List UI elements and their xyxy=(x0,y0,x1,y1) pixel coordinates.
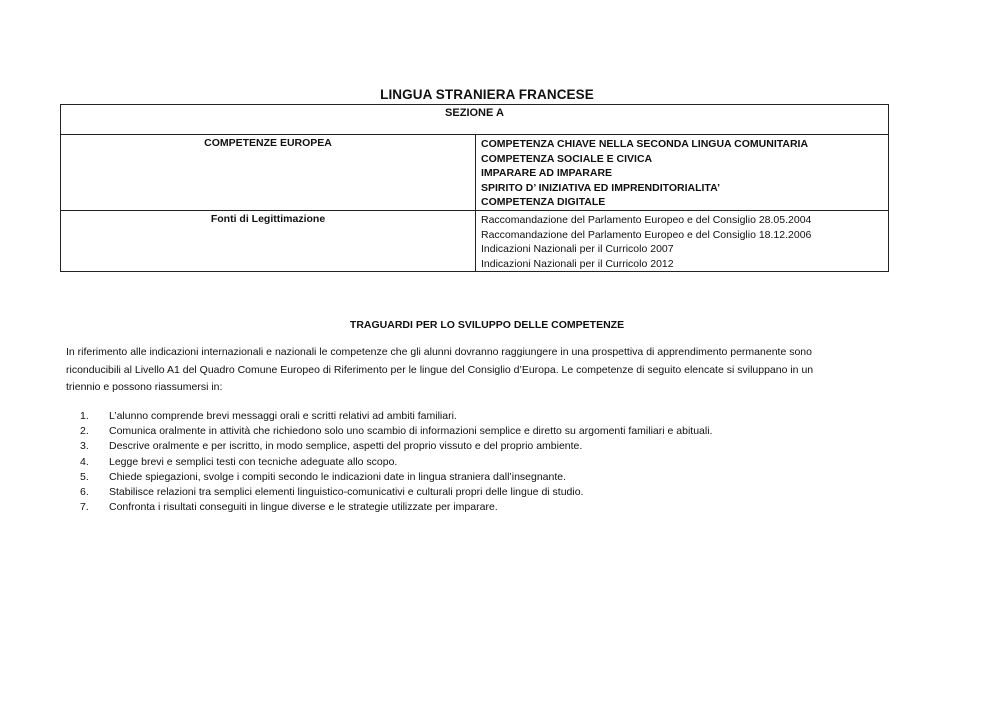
list-item xyxy=(80,485,712,500)
source-item: Indicazioni Nazionali per il Curricolo 2012 xyxy=(481,257,674,270)
goals-list xyxy=(80,409,712,515)
list-text: Stabilisce relazioni tra semplici elementi linguistico-comunicativi e culturali propri delle lingue di studio. xyxy=(109,485,584,498)
list-text: Legge brevi e semplici testi con tecniche adeguate allo scopo. xyxy=(109,455,398,468)
sources-label: Fonti di Legittimazione xyxy=(61,210,476,271)
table-row xyxy=(61,105,889,135)
competence-label: COMPETENZE EUROPEA xyxy=(61,135,476,211)
source-item: Raccomandazione del Parlamento Europeo e del Consiglio 18.12.2006 xyxy=(481,228,812,241)
list-number: 1. xyxy=(80,410,89,422)
list-item xyxy=(80,470,712,485)
traguardi-heading: TRAGUARDI PER LO SVILUPPO DELLE COMPETENZE xyxy=(349,319,625,331)
list-number: 7. xyxy=(80,501,89,514)
intro-line: riconducibili al Livello A1 del Quadro Comune Europeo di Riferimento per le lingue del Consiglio d’Europa. Le competenze di seguito elencate si sviluppano in un xyxy=(66,363,814,376)
list-text: Chiede spiegazioni, svolge i compiti secondo le indicazioni date in lingua straniera dall’insegnante. xyxy=(109,470,567,483)
list-item xyxy=(80,424,712,439)
list-number: 5. xyxy=(80,470,89,483)
table-row xyxy=(61,210,889,271)
source-item: Indicazioni Nazionali per il Curricolo 2007 xyxy=(481,243,674,256)
competence-item: COMPETENZA SOCIALE E CIVICA xyxy=(481,152,653,165)
competence-item: SPIRITO D’ INIZIATIVA ED IMPRENDITORIALITA’ xyxy=(481,181,720,194)
list-item xyxy=(80,500,712,515)
list-text: Comunica oralmente in attività che richiedono solo uno scambio di informazioni semplice e diretto su argomenti familiari e abituali. xyxy=(109,425,713,438)
intro-line: In riferimento alle indicazioni internazionali e nazionali le competenze che gli alunni dovranno raggiungere in una prospettiva di apprendimento permanente sono xyxy=(66,346,812,358)
list-number: 6. xyxy=(80,485,89,498)
list-text: Confronta i risultati conseguiti in lingue diverse e le strategie utilizzate per imparare. xyxy=(109,501,498,514)
document-title: LINGUA STRANIERA FRANCESE xyxy=(380,87,594,102)
list-text: L’alunno comprende brevi messaggi orali e scritti relativi ad ambiti familiari. xyxy=(109,410,457,422)
list-text: Descrive oralmente e per iscritto, in modo semplice, aspetti del proprio vissuto e del proprio ambiente. xyxy=(109,440,583,453)
section-header: SEZIONE A xyxy=(61,105,889,135)
list-number: 4. xyxy=(80,455,89,468)
competence-item: IMPARARE AD IMPARARE xyxy=(481,167,613,180)
list-number: 2. xyxy=(80,425,89,438)
list-item xyxy=(80,455,712,470)
list-number: 3. xyxy=(80,440,89,453)
sources-list xyxy=(476,210,889,271)
competence-item: COMPETENZA CHIAVE NELLA SECONDA LINGUA COMUNITARIA xyxy=(481,138,809,150)
table-row xyxy=(61,135,889,211)
intro-paragraph xyxy=(66,344,896,397)
competence-item: COMPETENZA DIGITALE xyxy=(481,196,606,209)
source-item: Raccomandazione del Parlamento Europeo e del Consiglio 28.05.2004 xyxy=(481,213,812,226)
list-item xyxy=(80,439,712,454)
competence-table xyxy=(60,104,889,272)
intro-line: triennio e possono riassumersi in: xyxy=(66,381,223,393)
competence-list xyxy=(476,135,889,211)
list-item xyxy=(80,409,712,424)
